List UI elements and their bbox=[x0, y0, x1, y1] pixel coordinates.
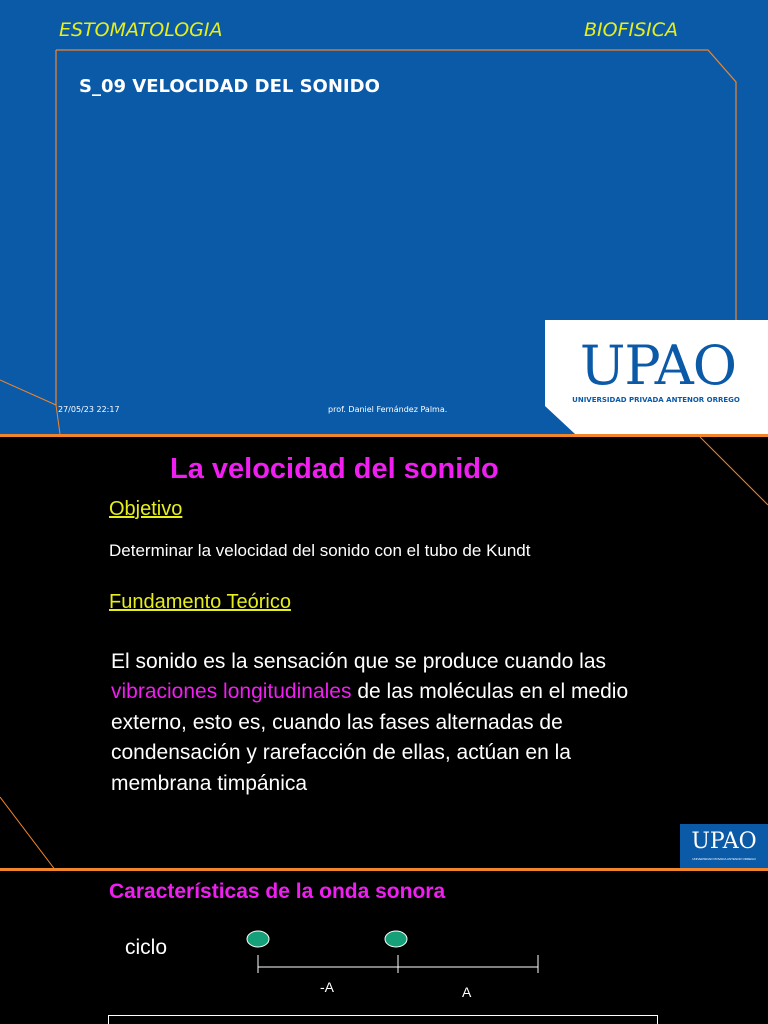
upao-logo-small: UPAO bbox=[691, 829, 757, 854]
date-label: 27/05/23 22:17 bbox=[58, 405, 120, 414]
title-slide bbox=[0, 0, 768, 434]
theory-highlight: vibraciones longitudinales bbox=[111, 680, 352, 704]
particle-left bbox=[247, 931, 269, 947]
theory-text-1: El sonido es la sensación que se produce cuando las bbox=[111, 650, 606, 673]
slide-title: S_09 VELOCIDAD DEL SONIDO bbox=[79, 76, 380, 97]
content-box bbox=[108, 1015, 658, 1024]
objective-heading: Objetivo bbox=[109, 498, 183, 520]
upao-logo-subtitle: UNIVERSIDAD PRIVADA ANTENOR ORREGO bbox=[572, 396, 740, 404]
course-name: ESTOMATOLOGIA bbox=[59, 19, 223, 41]
objective-text: Determinar la velocidad del sonido con el tubo de Kundt bbox=[109, 541, 531, 560]
professor-label: prof. Daniel Fernández Palma. bbox=[328, 405, 448, 414]
a-label: A bbox=[462, 984, 472, 1000]
theory-text-2: de las moléculas en el medio externo, esto es, cuando las fases alternadas de condensación y rarefacción de ellas, actúan en la membrana timpánica bbox=[111, 680, 629, 795]
content-slide bbox=[0, 434, 768, 868]
theory-paragraph bbox=[111, 647, 671, 799]
slide-title: La velocidad del sonido bbox=[170, 453, 499, 485]
upao-logo-small-subtitle: UNIVERSIDAD PRIVADA ANTENOR ORREGO bbox=[692, 857, 756, 861]
slide-title: Características de la onda sonora bbox=[109, 880, 446, 903]
particle-right bbox=[385, 931, 407, 947]
wave-characteristics-slide bbox=[0, 868, 768, 1024]
upao-logo: UPAO bbox=[579, 334, 737, 397]
subject-name: BIOFISICA bbox=[584, 19, 679, 41]
minus-a-label: -A bbox=[320, 979, 334, 995]
cycle-label: ciclo bbox=[125, 936, 168, 959]
theory-heading: Fundamento Teórico bbox=[109, 591, 291, 613]
wave-diagram bbox=[0, 871, 768, 1024]
